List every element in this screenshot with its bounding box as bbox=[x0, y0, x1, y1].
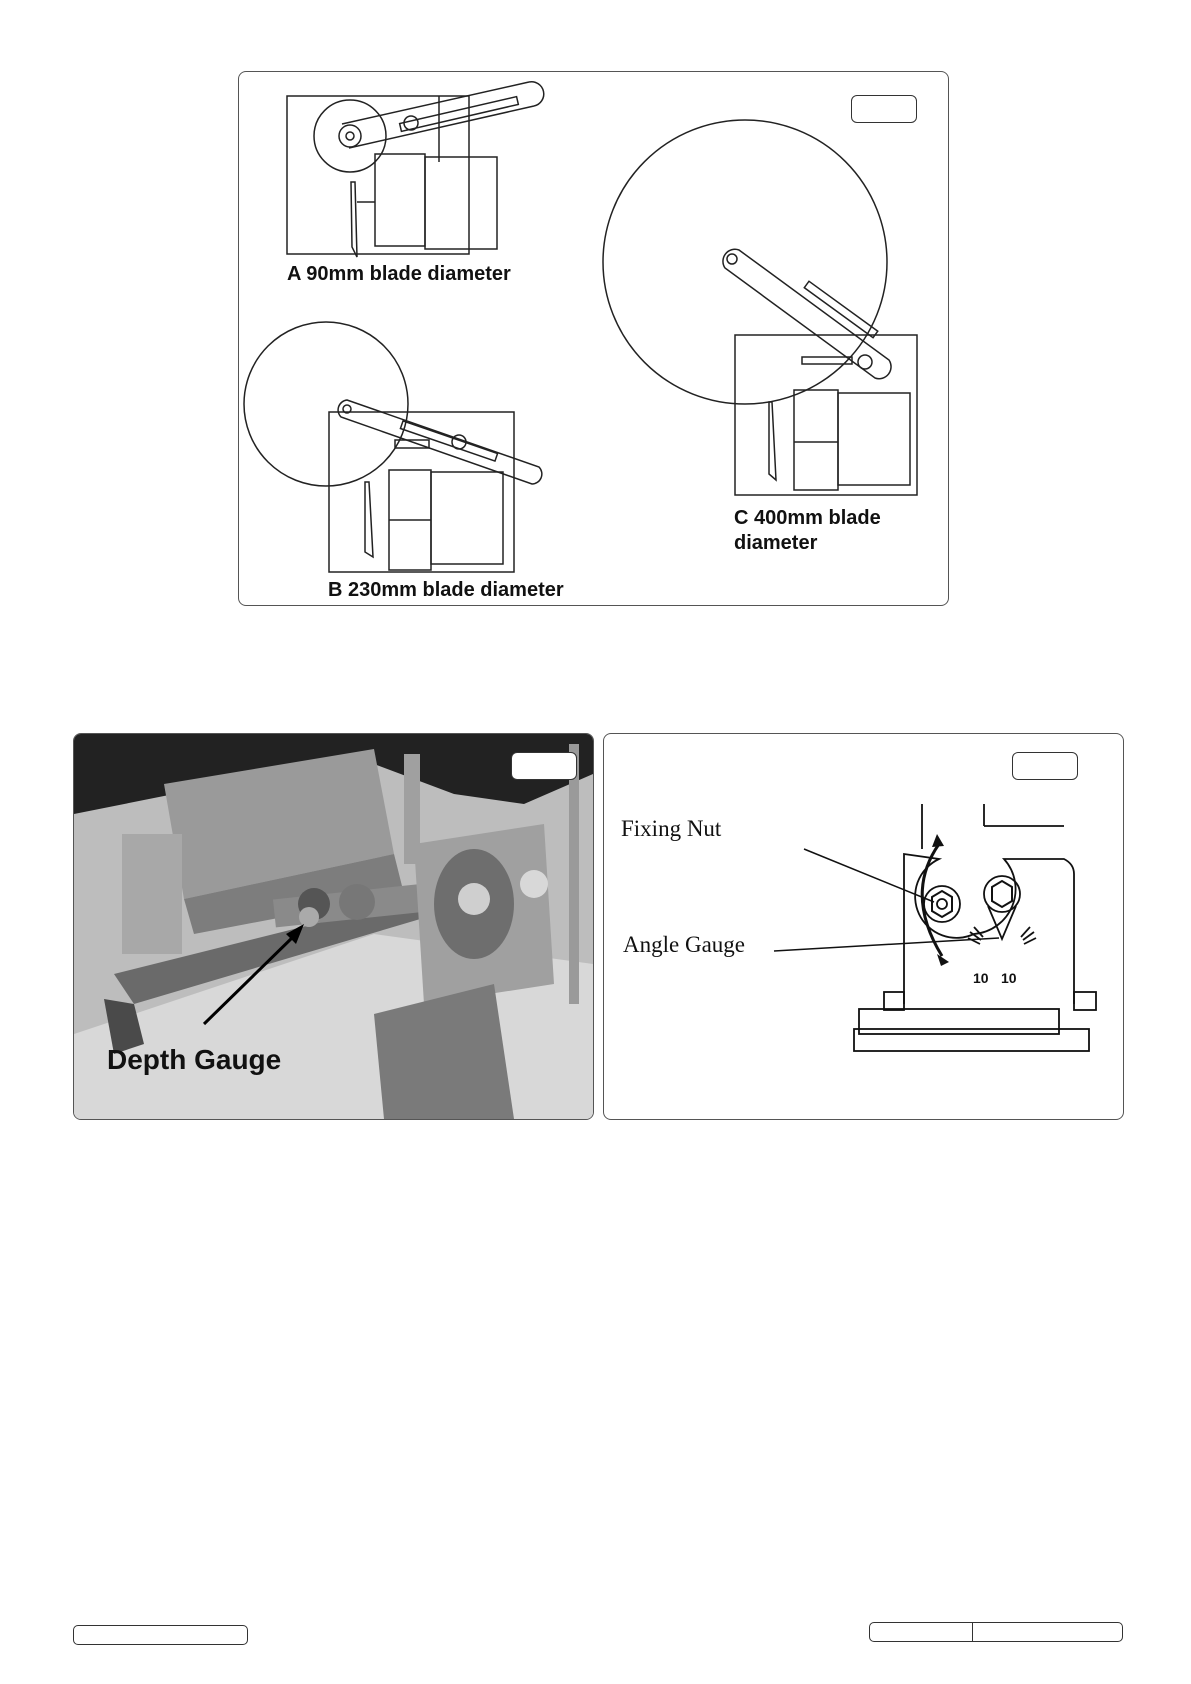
angle-gauge-figure bbox=[603, 733, 1124, 1120]
label-c-400mm-line2: diameter bbox=[734, 532, 818, 554]
diagram-a bbox=[287, 82, 544, 257]
footer-right-divider bbox=[972, 1623, 973, 1641]
scale-left-value: 10 bbox=[973, 970, 989, 986]
diagram-b bbox=[244, 322, 542, 572]
blade-diameter-figure bbox=[238, 71, 949, 606]
label-c-400mm-line1: C 400mm blade bbox=[734, 507, 881, 529]
depth-gauge-label: Depth Gauge bbox=[107, 1044, 282, 1075]
label-a-90mm: A 90mm blade diameter bbox=[287, 263, 511, 285]
footer-left-box bbox=[73, 1625, 248, 1645]
figure-number-tag bbox=[511, 752, 577, 780]
depth-gauge-photo-figure bbox=[73, 733, 594, 1120]
diagram-c bbox=[603, 120, 917, 495]
scale-right-value: 10 bbox=[1001, 970, 1017, 986]
angle-gauge-drawing bbox=[604, 734, 1123, 1119]
fixing-nut-label: Fixing Nut bbox=[621, 816, 722, 841]
angle-gauge-label: Angle Gauge bbox=[623, 932, 745, 957]
footer-right-box bbox=[869, 1622, 1123, 1642]
label-b-230mm: B 230mm blade diameter bbox=[328, 579, 564, 601]
